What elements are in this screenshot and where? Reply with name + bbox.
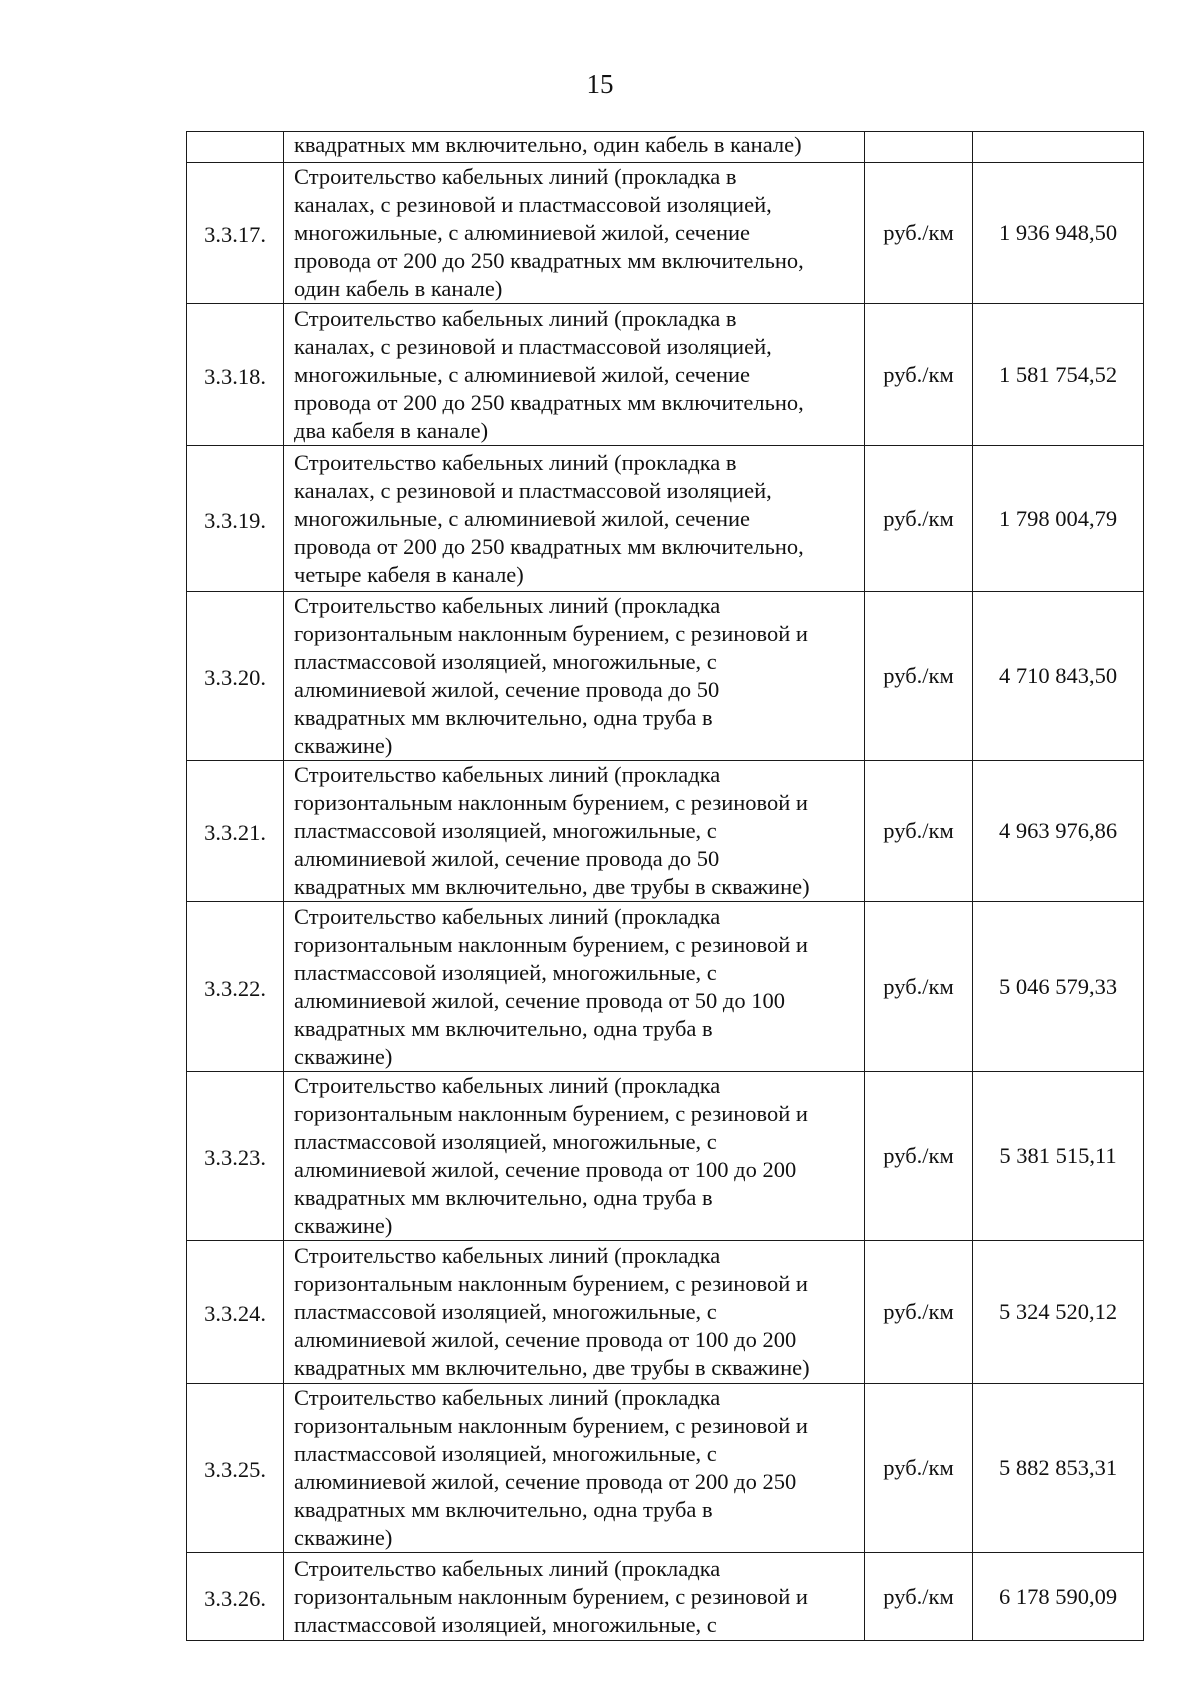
table-row [187,761,1144,902]
row-unit: руб./км [865,902,973,1072]
row-number: 3.3.25. [187,1384,284,1553]
row-number [187,132,284,163]
row-unit: руб./км [865,592,973,761]
row-description [284,1072,865,1241]
row-description [284,163,865,304]
row-description-text: Строительство кабельных линий (прокладка в каналах, с резиновой и пластмассовой изоляцией, многожильные, с алюминиевой жилой, сечение провода от 200 до 250 квадратных мм включительно, четыре кабеля в канале) [294,449,804,587]
row-description-text: Строительство кабельных линий (прокладка горизонтальным наклонным бурением, с резиновой и пластмассовой изоляцией, многожильные, с алюминиевой жилой, сечение провода до 50 квадратных мм включительно, две трубы в скважине) [294,762,810,899]
row-number: 3.3.17. [187,163,284,304]
row-price: 6 178 590,09 [973,1553,1144,1641]
table-row-continuation [187,132,1144,163]
row-unit: руб./км [865,1072,973,1241]
row-number: 3.3.23. [187,1072,284,1241]
row-description [284,592,865,761]
row-description [284,1241,865,1384]
tariff-table [186,131,1144,1641]
row-description-text: Строительство кабельных линий (прокладка горизонтальным наклонным бурением, с резиновой и пластмассовой изоляцией, многожильные, с алюминиевой жилой, сечение провода от 100 до 200 квадратных мм включительно, одна труба в скважине) [294,1073,808,1238]
row-price: 5 324 520,12 [973,1241,1144,1384]
row-price: 5 882 853,31 [973,1384,1144,1553]
row-unit: руб./км [865,1553,973,1641]
row-description [284,761,865,902]
row-price: 5 381 515,11 [973,1072,1144,1241]
row-description-text: квадратных мм включительно, один кабель в канале) [294,132,802,157]
row-description [284,1553,865,1641]
table-row [187,446,1144,592]
row-unit: руб./км [865,446,973,592]
row-number: 3.3.21. [187,761,284,902]
row-price: 1 936 948,50 [973,163,1144,304]
row-description-text: Строительство кабельных линий (прокладка горизонтальным наклонным бурением, с резиновой и пластмассовой изоляцией, многожильные, с алюминиевой жилой, сечение провода от 100 до 200 квадратных мм включительно, две трубы в скважине) [294,1243,810,1380]
row-number: 3.3.18. [187,304,284,446]
row-description-text: Строительство кабельных линий (прокладка горизонтальным наклонным бурением, с резиновой и пластмассовой изоляцией, многожильные, с [294,1555,808,1637]
row-description-text: Строительство кабельных линий (прокладка в каналах, с резиновой и пластмассовой изоляцией, многожильные, с алюминиевой жилой, сечение провода от 200 до 250 квадратных мм включительно, два кабеля в канале) [294,305,804,443]
row-price: 4 710 843,50 [973,592,1144,761]
page-number: 15 [586,69,614,99]
table-row [187,902,1144,1072]
row-price: 1 798 004,79 [973,446,1144,592]
row-description [284,1384,865,1553]
row-price [973,132,1144,163]
row-unit: руб./км [865,304,973,446]
row-description [284,304,865,446]
row-description [284,902,865,1072]
row-price: 1 581 754,52 [973,304,1144,446]
table-row [187,304,1144,446]
row-description-text: Строительство кабельных линий (прокладка горизонтальным наклонным бурением, с резиновой и пластмассовой изоляцией, многожильные, с алюминиевой жилой, сечение провода от 200 до 250 квадратных мм включительно, одна труба в скважине) [294,1385,808,1550]
row-description-text: Строительство кабельных линий (прокладка горизонтальным наклонным бурением, с резиновой и пластмассовой изоляцией, многожильные, с алюминиевой жилой, сечение провода от 50 до 100 квадратных мм включительно, одна труба в скважине) [294,903,808,1069]
row-number: 3.3.24. [187,1241,284,1384]
row-number: 3.3.26. [187,1553,284,1641]
row-number: 3.3.22. [187,902,284,1072]
table-row [187,1553,1144,1641]
row-unit [865,132,973,163]
table-row [187,1072,1144,1241]
row-price: 4 963 976,86 [973,761,1144,902]
row-description-text: Строительство кабельных линий (прокладка в каналах, с резиновой и пластмассовой изоляцией, многожильные, с алюминиевой жилой, сечение провода от 200 до 250 квадратных мм включительно, один кабель в канале) [294,164,804,301]
table-row [187,1241,1144,1384]
row-unit: руб./км [865,163,973,304]
row-unit: руб./км [865,1241,973,1384]
row-unit: руб./км [865,761,973,902]
table-row [187,1384,1144,1553]
row-number: 3.3.20. [187,592,284,761]
row-description-text: Строительство кабельных линий (прокладка горизонтальным наклонным бурением, с резиновой и пластмассовой изоляцией, многожильные, с алюминиевой жилой, сечение провода до 50 квадратных мм включительно, одна труба в скважине) [294,593,808,758]
row-description [284,132,865,163]
table-row [187,163,1144,304]
row-description [284,446,865,592]
row-unit: руб./км [865,1384,973,1553]
row-price: 5 046 579,33 [973,902,1144,1072]
table-row [187,592,1144,761]
row-number: 3.3.19. [187,446,284,592]
